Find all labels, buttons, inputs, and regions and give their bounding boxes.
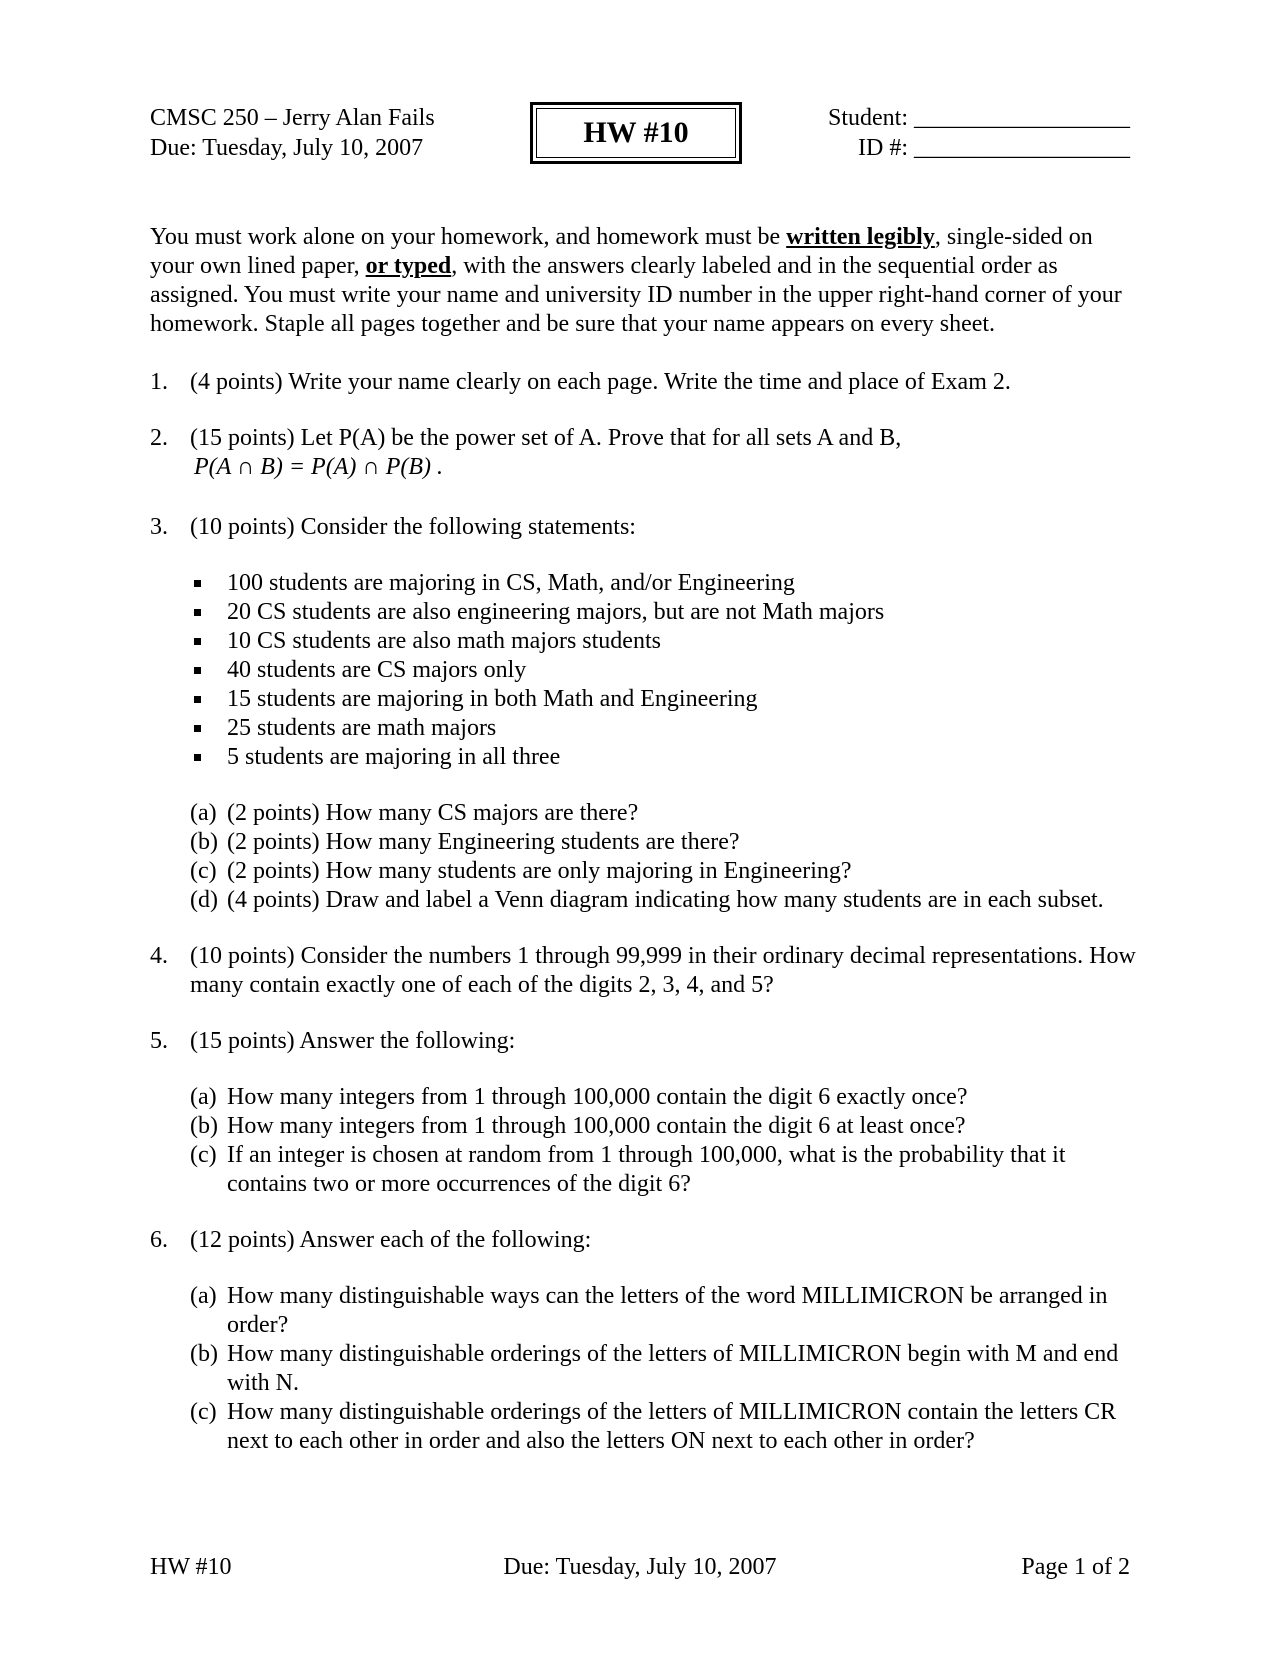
student-field: Student: __________________ [827,105,1130,131]
subquestion [190,828,1140,857]
subquestion-text: How many integers from 1 through 100,000 contain the digit 6 at least once? [227,1113,966,1139]
subquestion-text: How many distinguishable orderings of the letters of MILLIMICRON begin with M and end with N. [227,1341,1119,1396]
question-5 [150,1027,1140,1199]
question-text: (10 points) Consider the numbers 1 through 99,999 in their ordinary decimal representations. How many contain exactly one of each of the digits 2, 3, 4, and 5? [190,943,1136,998]
subquestion [190,857,1140,886]
subquestion-text: How many integers from 1 through 100,000 contain the digit 6 exactly once? [227,1084,968,1110]
intro-emphasis-typed: or typed [365,253,452,279]
question-number: 5. [150,1028,168,1054]
question-1 [150,368,1140,397]
question-text: (12 points) Answer each of the following: [190,1227,592,1253]
question-text: (15 points) Let P(A) be the power set of A. Prove that for all sets A and B, [190,425,902,451]
due-date: Due: Tuesday, July 10, 2007 [150,135,424,161]
question-number: 1. [150,369,168,395]
subquestion-label: (a) [190,1283,217,1309]
subquestion-label: (c) [190,858,217,884]
footer-due-date: Due: Tuesday, July 10, 2007 [503,1554,777,1580]
list-item [190,598,1140,627]
question-4 [150,942,1140,1000]
subquestion-label: (a) [190,1084,217,1110]
subquestion [190,1340,1140,1398]
course-header [150,103,435,163]
subquestion [190,799,1140,828]
intro-text-2: , single-sided on your own lined paper, [150,224,1093,279]
subquestion-text: How many distinguishable orderings of the letters of MILLIMICRON contain the letters CR next to each other in order and also the letters ON next to each other in order? [227,1399,1117,1454]
subquestion [190,1083,1140,1112]
list-item-text: 15 students are majoring in both Math and Engineering [227,686,758,712]
bullet-icon [194,580,201,587]
list-item [190,569,1140,598]
bullet-icon [194,696,201,703]
subquestion-text: (2 points) How many students are only majoring in Engineering? [227,858,852,884]
subquestion [190,1141,1140,1199]
subquestion-label: (a) [190,800,217,826]
subquestion-label: (b) [190,1341,218,1367]
subquestion-label: (b) [190,1113,218,1139]
title-box [530,102,742,164]
bullet-icon [194,638,201,645]
list-item [190,743,1140,772]
subquestion [190,1112,1140,1141]
subquestion-text: (4 points) Draw and label a Venn diagram indicating how many students are in each subset. [227,887,1104,913]
page-title: HW #10 [536,108,736,158]
list-item [190,714,1140,743]
bullet-icon [194,754,201,761]
list-item-text: 100 students are majoring in CS, Math, and/or Engineering [227,570,795,596]
subquestion-label: (d) [190,887,218,913]
bullet-icon [194,725,201,732]
question-list [150,368,1140,1456]
footer-title: HW #10 [150,1554,232,1580]
student-info [828,103,1130,163]
question-number: 2. [150,425,168,451]
subquestion-text: If an integer is chosen at random from 1 through 100,000, what is the probability that it contains two or more occurrences of the digit 6? [227,1142,1066,1197]
footer-page-number: Page 1 of 2 [1021,1554,1130,1580]
question-number: 3. [150,514,168,540]
question-3 [150,513,1140,915]
list-item-text: 10 CS students are also math majors students [227,628,661,654]
question-text: (15 points) Answer the following: [190,1028,516,1054]
intro-emphasis-legibly: written legibly [786,224,935,250]
subquestion-label: (c) [190,1142,217,1168]
bullet-icon [194,667,201,674]
intro-text-3: , with the answers clearly labeled and in the sequential order as assigned. You must write your name and university ID number in the upper right-hand corner of your homework. Staple all pages together and be sure that your name appears on every sheet. [150,253,1122,337]
question-number: 6. [150,1227,168,1253]
list-item [190,685,1140,714]
list-item-text: 5 students are majoring in all three [227,744,561,770]
question-text: (4 points) Write your name clearly on each page. Write the time and place of Exam 2. [190,369,1011,395]
math-expression: P(A ∩ B) = P(A) ∩ P(B) . [194,454,443,480]
subquestion-text: (2 points) How many Engineering students are there? [227,829,740,855]
question-6 [150,1226,1140,1456]
question-text: (10 points) Consider the following statements: [190,514,636,540]
intro-text-1: You must work alone on your homework, and homework must be [150,224,787,250]
bullet-icon [194,609,201,616]
statement-list [190,569,1140,772]
list-item-text: 40 students are CS majors only [227,657,527,683]
subquestion [190,1398,1140,1456]
list-item-text: 25 students are math majors [227,715,497,741]
list-item [190,627,1140,656]
id-field: ID #: __________________ [858,135,1130,161]
intro-paragraph [150,223,1140,339]
subquestion-label: (b) [190,829,218,855]
subquestion-label: (c) [190,1399,217,1425]
subquestion-list [190,1282,1140,1456]
question-number: 4. [150,943,168,969]
subquestion-list [190,1083,1140,1199]
list-item [190,656,1140,685]
subquestion [190,886,1140,915]
question-2 [150,424,1140,482]
subquestion-text: (2 points) How many CS majors are there? [227,800,639,826]
subquestion-list [190,799,1140,915]
subquestion-text: How many distinguishable ways can the letters of the word MILLIMICRON be arranged in order? [227,1283,1108,1338]
subquestion [190,1282,1140,1340]
course-title: CMSC 250 – Jerry Alan Fails [150,105,435,131]
list-item-text: 20 CS students are also engineering majors, but are not Math majors [227,599,885,625]
